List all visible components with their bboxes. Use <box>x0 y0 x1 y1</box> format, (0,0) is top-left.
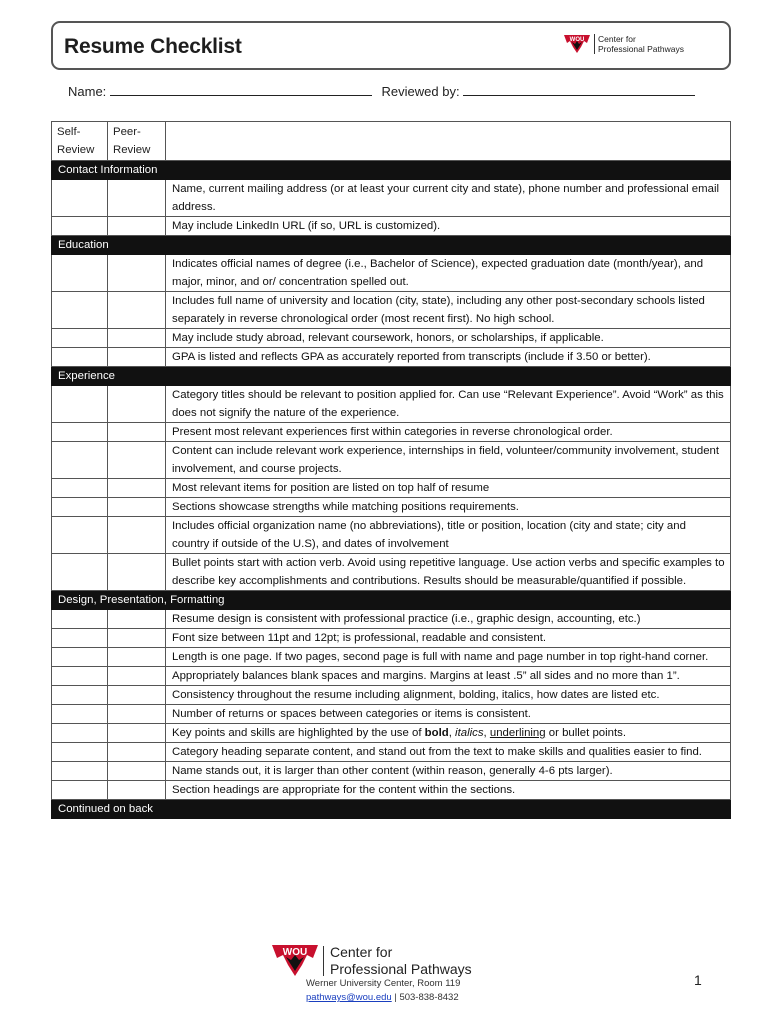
logo-divider <box>594 34 595 54</box>
checklist-item-text: Font size between 11pt and 12pt; is professional, readable and consistent. <box>166 629 731 648</box>
self-review-checkbox[interactable] <box>52 386 108 423</box>
name-field[interactable] <box>110 85 372 96</box>
peer-review-checkbox[interactable] <box>108 610 166 629</box>
peer-review-checkbox[interactable] <box>108 329 166 348</box>
self-review-checkbox[interactable] <box>52 329 108 348</box>
checklist-item-text: Includes full name of university and location (city, state), including any other post-secondary schools listed separately in reverse chronological order (most recent first). No high school. <box>166 292 731 329</box>
peer-review-checkbox[interactable] <box>108 648 166 667</box>
item-text-underline: underlining <box>489 727 546 739</box>
checklist-row <box>52 217 731 236</box>
section-title: Education <box>52 236 731 255</box>
section-header-row <box>52 591 731 610</box>
checklist-item-text: Indicates official names of degree (i.e., Bachelor of Science), expected graduation date (month/year), and major, minor, and or/ concentration spelled out. <box>166 255 731 292</box>
self-review-checkbox[interactable] <box>52 255 108 292</box>
self-review-checkbox[interactable] <box>52 610 108 629</box>
title-box <box>51 21 731 70</box>
checklist-item-text: May include study abroad, relevant coursework, honors, or scholarships, if applicable. <box>166 329 731 348</box>
section-header-row <box>52 236 731 255</box>
reviewer-form-line <box>68 84 708 99</box>
section-title: Design, Presentation, Formatting <box>52 591 731 610</box>
checklist-item-text: Bullet points start with action verb. Avoid using repetitive language. Use action verbs and specific examples to describe key accomplishments and contributions. Results should be measurable/quantified if possible. <box>166 554 731 591</box>
self-review-checkbox[interactable] <box>52 180 108 217</box>
self-review-checkbox[interactable] <box>52 517 108 554</box>
peer-review-checkbox[interactable] <box>108 442 166 479</box>
self-review-checkbox[interactable] <box>52 479 108 498</box>
checklist-row <box>52 479 731 498</box>
peer-review-checkbox[interactable] <box>108 667 166 686</box>
checklist-table <box>51 121 731 819</box>
peer-review-checkbox[interactable] <box>108 180 166 217</box>
checklist-item-text <box>166 724 731 743</box>
checklist-row <box>52 517 731 554</box>
checklist-item-text: Consistency throughout the resume including alignment, bolding, italics, how dates are listed etc. <box>166 686 731 705</box>
peer-review-header: Peer-Review <box>108 122 166 161</box>
checklist-row <box>52 329 731 348</box>
section-title: Contact Information <box>52 161 731 180</box>
self-review-checkbox[interactable] <box>52 442 108 479</box>
checklist-item-text: Appropriately balances blank spaces and margins. Margins at least .5” all sides and no more than 1”. <box>166 667 731 686</box>
checklist-item-text: Length is one page. If two pages, second page is full with name and page number in top right-hand corner. <box>166 648 731 667</box>
section-title: Experience <box>52 367 731 386</box>
peer-review-checkbox[interactable] <box>108 255 166 292</box>
page-number: 1 <box>694 972 702 988</box>
footer-contact <box>306 992 459 1003</box>
footer-logo-line2: Professional Pathways <box>330 961 472 977</box>
peer-review-checkbox[interactable] <box>108 517 166 554</box>
reviewed-by-field[interactable] <box>463 85 695 96</box>
peer-review-checkbox[interactable] <box>108 217 166 236</box>
checklist-row <box>52 610 731 629</box>
checklist-item-text: Category heading separate content, and stand out from the text to make skills and qualities easier to find. <box>166 743 731 762</box>
peer-review-checkbox[interactable] <box>108 686 166 705</box>
checklist-row <box>52 781 731 800</box>
checklist-row <box>52 762 731 781</box>
reviewed-by-label: Reviewed by: <box>381 84 460 99</box>
footer-email-link[interactable]: pathways@wou.edu <box>306 992 392 1003</box>
self-review-checkbox[interactable] <box>52 743 108 762</box>
peer-review-checkbox[interactable] <box>108 705 166 724</box>
footer-address: Werner University Center, Room 119 <box>306 978 461 989</box>
peer-review-checkbox[interactable] <box>108 292 166 329</box>
wolf-logo-icon <box>563 33 591 55</box>
peer-review-checkbox[interactable] <box>108 554 166 591</box>
item-text-sep1: , <box>448 727 456 739</box>
self-review-header: Self-Review <box>52 122 108 161</box>
section-header-row <box>52 367 731 386</box>
item-header <box>166 122 731 161</box>
checklist-row <box>52 629 731 648</box>
table-header-row <box>52 122 731 161</box>
logo-text-line1: Center for <box>598 34 636 44</box>
checklist-row <box>52 442 731 479</box>
peer-review-checkbox[interactable] <box>108 423 166 442</box>
peer-review-checkbox[interactable] <box>108 781 166 800</box>
checklist-row <box>52 180 731 217</box>
header-logo <box>563 31 728 61</box>
self-review-checkbox[interactable] <box>52 705 108 724</box>
peer-review-checkbox[interactable] <box>108 348 166 367</box>
checklist-item-text: Most relevant items for position are listed on top half of resume <box>166 479 731 498</box>
checklist-row <box>52 648 731 667</box>
page-title: Resume Checklist <box>64 35 242 58</box>
checklist-row <box>52 724 731 743</box>
self-review-checkbox[interactable] <box>52 292 108 329</box>
checklist-row <box>52 554 731 591</box>
checklist-row <box>52 686 731 705</box>
item-text-bold: bold <box>424 727 449 739</box>
peer-review-checkbox[interactable] <box>108 762 166 781</box>
checklist-row <box>52 743 731 762</box>
self-review-checkbox[interactable] <box>52 781 108 800</box>
checklist-item-text: May include LinkedIn URL (if so, URL is customized). <box>166 217 731 236</box>
checklist-row <box>52 292 731 329</box>
footer-logo-line1: Center for <box>330 944 393 960</box>
checklist-item-text: Name stands out, it is larger than other content (within reason, generally 4-6 pts larger). <box>166 762 731 781</box>
checklist-row <box>52 423 731 442</box>
logo-divider <box>323 946 324 976</box>
svg-text:WOU: WOU <box>569 37 585 43</box>
self-review-checkbox[interactable] <box>52 498 108 517</box>
checklist-row <box>52 255 731 292</box>
checklist-row <box>52 386 731 423</box>
self-review-checkbox[interactable] <box>52 724 108 743</box>
name-label: Name: <box>68 84 107 99</box>
self-review-checkbox[interactable] <box>52 554 108 591</box>
self-review-checkbox[interactable] <box>52 217 108 236</box>
checklist-item-text: GPA is listed and reflects GPA as accurately reported from transcripts (include if 3.50 or better). <box>166 348 731 367</box>
continued-row <box>52 800 731 819</box>
checklist-item-text: Number of returns or spaces between categories or items is consistent. <box>166 705 731 724</box>
peer-review-checkbox[interactable] <box>108 479 166 498</box>
item-text-sep2: , <box>483 727 490 739</box>
peer-review-checkbox[interactable] <box>108 743 166 762</box>
self-review-checkbox[interactable] <box>52 348 108 367</box>
self-review-checkbox[interactable] <box>52 423 108 442</box>
item-text-italic: italics <box>455 727 484 739</box>
checklist-row <box>52 498 731 517</box>
checklist-item-text: Name, current mailing address (or at least your current city and state), phone number and professional email address. <box>166 180 731 217</box>
self-review-checkbox[interactable] <box>52 686 108 705</box>
checklist-item-text: Content can include relevant work experience, internships in field, volunteer/community involvement, student involvement, and course projects. <box>166 442 731 479</box>
peer-review-checkbox[interactable] <box>108 629 166 648</box>
self-review-checkbox[interactable] <box>52 667 108 686</box>
item-text-pre: Key points and skills are highlighted by the use of <box>172 727 425 739</box>
section-header-row <box>52 161 731 180</box>
item-text-post: or bullet points. <box>545 727 627 739</box>
self-review-checkbox[interactable] <box>52 629 108 648</box>
checklist-row <box>52 667 731 686</box>
checklist-item-text: Includes official organization name (no abbreviations), title or position, location (city and state; city and country if outside of the U.S), and dates of involvement <box>166 517 731 554</box>
checklist-item-text: Resume design is consistent with professional practice (i.e., graphic design, accounting, etc.) <box>166 610 731 629</box>
self-review-checkbox[interactable] <box>52 648 108 667</box>
checklist-item-text: Category titles should be relevant to position applied for. Can use “Relevant Experience”. Avoid “Work” as this does not signify the nature of the experience. <box>166 386 731 423</box>
peer-review-checkbox[interactable] <box>108 724 166 743</box>
checklist-item-text: Sections showcase strengths while matching positions requirements. <box>166 498 731 517</box>
checklist-row <box>52 705 731 724</box>
peer-review-checkbox[interactable] <box>108 498 166 517</box>
svg-text:WOU: WOU <box>282 947 308 958</box>
footer-phone: | 503-838-8432 <box>391 992 459 1003</box>
checklist-item-text: Section headings are appropriate for the content within the sections. <box>166 781 731 800</box>
checklist-row <box>52 348 731 367</box>
self-review-checkbox[interactable] <box>52 762 108 781</box>
checklist-item-text: Present most relevant experiences first within categories in reverse chronological order. <box>166 423 731 442</box>
peer-review-checkbox[interactable] <box>108 386 166 423</box>
wolf-logo-icon <box>271 942 319 978</box>
continued-on-back-label: Continued on back <box>52 800 731 819</box>
logo-text-line2: Professional Pathways <box>598 44 684 54</box>
